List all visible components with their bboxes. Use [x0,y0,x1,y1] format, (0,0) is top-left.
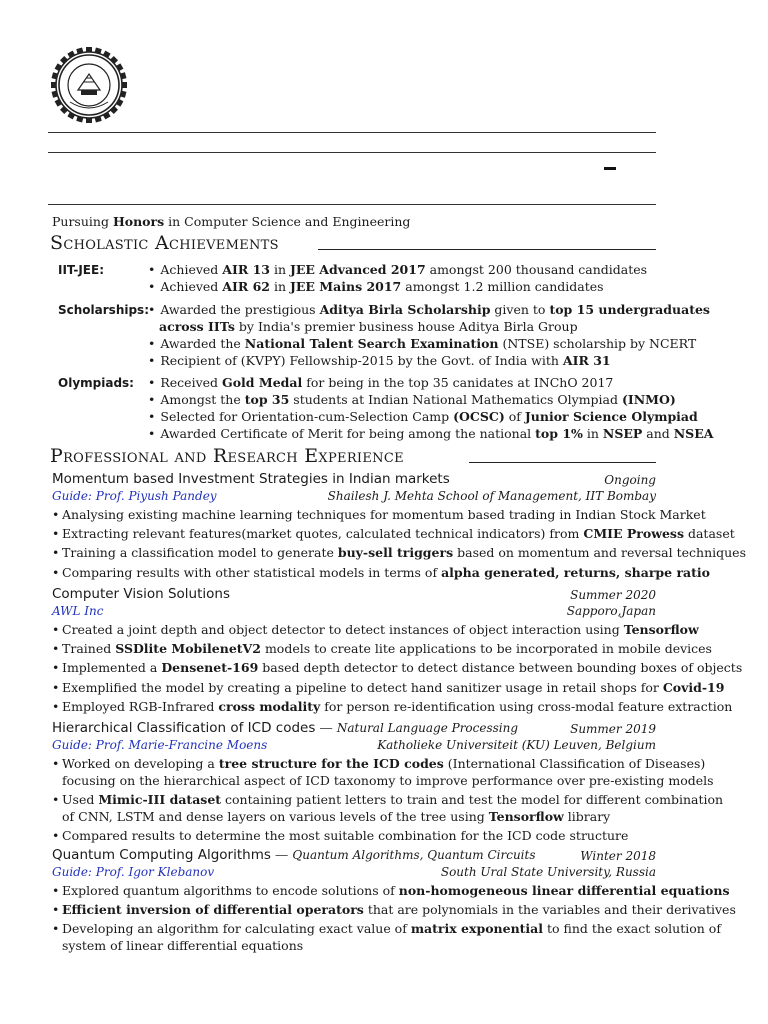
project-bullet [52,680,724,695]
text-run: amongst 1.2 million candidates [401,279,604,294]
header-rule-bottom [48,204,656,205]
text-run: Awarded Certificate of Merit for being among the national [160,426,536,441]
text-run: Achieved [160,262,223,277]
bullet-icon: • [52,902,60,918]
achievement-item [148,375,613,390]
bullet-icon: • [148,409,156,424]
bullet-icon: • [52,507,60,522]
project-bullet [52,792,723,807]
text-run: by India's premier business house Aditya Birla Group [234,319,578,334]
project-title [52,471,450,487]
project-bullet [52,526,735,541]
project-bullet [52,699,732,714]
project-institution: Katholieke Universiteit (KU) Leuven, Belgium [377,738,656,752]
text-run: Efficient inversion of differential operators [62,902,364,918]
text-run: Created a joint depth and object detector to detect instances of object interaction using [62,622,624,637]
project-bullet [52,641,712,656]
text-run: AIR 31 [562,353,611,368]
bullet-icon: • [52,641,60,657]
achievement-item [148,409,698,424]
project-bullet [52,545,746,560]
header-rule-top [48,132,656,133]
bullet-icon: • [52,564,60,580]
text-run: tree structure for the ICD codes [218,756,444,771]
achievement-item [148,336,696,351]
text-run: Worked on developing a [62,756,219,771]
bullet-icon: • [52,545,60,561]
project-bullet [52,756,705,771]
bullet-icon: • [52,756,60,771]
text-run: (International Classification of Diseases) [443,756,706,771]
bullet-icon: • [148,426,156,441]
text-run: to find the exact solution of [543,921,721,937]
text-run: Compared results to determine the most suitable combination for the ICD code structure [62,828,629,844]
text-run: JEE Mains 2017 [289,279,402,294]
text-run: (OCSC) [453,409,505,424]
project-title [52,847,536,863]
achievement-group-label: Scholarships: [58,303,150,317]
text-run: Amongst the [160,392,245,407]
text-run: NSEP [602,426,643,441]
text-run: Junior Science Olympiad [524,409,698,424]
text-run: Tensorflow [488,809,564,825]
project-date: Winter 2018 [580,849,656,863]
project-bullet [52,828,628,843]
degree-tagline: Pursuing Honors in Computer Science and Engineering [52,214,411,229]
text-run: matrix exponential [410,921,544,937]
text-run: Exemplified the model by creating a pipeline to detect hand sanitizer usage in retail shops for [62,679,663,695]
project-bullet [52,507,706,522]
bullet-icon: • [52,883,60,898]
project-bullet [52,902,736,917]
em-dash-separator: — [319,720,333,736]
text-run: Received [160,375,223,390]
project-bullet [52,565,710,580]
text-run: Implemented a [62,660,162,676]
project-guide: AWL Inc [52,604,104,618]
text-run: Awarded the [160,336,245,351]
bullet-icon: • [148,279,156,294]
text-run: Selected for Orientation-cum-Selection Camp [160,409,454,424]
text-run: Developing an algorithm for calculating exact value of [62,921,411,937]
project-bullet [52,660,742,675]
achievement-item [148,426,713,441]
project-bullet [62,809,610,824]
text-run: AIR 62 [222,279,270,294]
project-guide: Guide: Prof. Igor Klebanov [52,865,215,879]
text-run: for being in the top 35 canidates at INChO 2017 [302,375,614,390]
project-subtitle: Natural Language Processing [336,721,519,735]
text-run: SSDlite MobilenetV2 [115,641,261,657]
bullet-icon: • [52,679,60,695]
text-run: for person re-identification using cross-modal feature extraction [320,698,733,714]
text-run: Analysing existing machine learning techniques for momentum based trading in Indian Stock Market [62,507,706,522]
text-run: Mimic-III dataset [98,792,222,808]
text-run: Training a classification model to generate [62,545,338,561]
project-date: Ongoing [604,473,656,487]
project-bullet [62,938,303,953]
text-run: students at Indian National Mathematics Olympiad [289,392,622,407]
text-run: CMIE Prowess [583,526,684,542]
text-run: Extracting relevant features(market quotes, calculated technical indicators) from [62,526,584,542]
text-run: Covid-19 [662,679,725,695]
header-rule-middle [48,152,656,153]
project-institution: Shailesh J. Mehta School of Management, IIT Bombay [327,489,656,503]
header-dash-mark [604,167,616,170]
text-run: of CNN, LSTM and dense layers on various levels of the tree using [62,809,489,825]
project-date: Summer 2019 [570,722,656,736]
text-run: dataset [684,526,735,542]
text-run: in [269,262,290,277]
text-run: based depth detector to detect distance between bounding boxes of objects [258,660,743,676]
project-title-text: Momentum based Investment Strategies in Indian markets [52,471,450,487]
text-run: non-homogeneous linear differential equations [398,883,730,898]
project-guide: Guide: Prof. Marie-Francine Moens [52,738,268,752]
bullet-icon: • [148,262,156,277]
text-run: and [642,426,674,441]
text-run: Achieved [160,279,223,294]
achievement-item [148,262,647,277]
text-run: containing patient letters to train and test the model for different combination [221,792,724,808]
section-rule-scholastic [318,249,656,250]
text-run: Employed RGB-Infrared [62,698,219,714]
text-run: across IITs [159,319,235,334]
text-run: National Talent Search Examination [244,336,499,351]
bullet-icon: • [148,302,156,317]
bullet-icon: • [52,921,60,937]
project-title-text: Quantum Computing Algorithms [52,847,271,863]
project-subtitle: Quantum Algorithms, Quantum Circuits [292,848,536,862]
project-bullet [52,622,699,637]
achievement-item [148,353,611,368]
text-run: that are polynomials in the variables and their derivatives [363,902,736,918]
project-date: Summer 2020 [570,588,656,602]
achievement-item [148,279,604,294]
text-run: (NTSE) scholarship by NCERT [498,336,697,351]
text-run: library [563,809,611,825]
bullet-icon: • [148,336,156,351]
project-bullet [62,773,714,788]
text-run: top 15 undergraduates [549,302,710,317]
text-run: Used [62,792,99,808]
bullet-icon: • [52,526,60,542]
bullet-icon: • [148,375,156,390]
bullet-icon: • [52,792,60,808]
project-title [52,586,230,602]
text-run: focusing on the hierarchical aspect of ICD taxonomy to improve performance over pre-existing models [62,773,714,788]
text-run: in [582,426,603,441]
section-rule-experience [469,462,656,463]
text-run: amongst 200 thousand candidates [425,262,648,277]
text-run: Recipient of (KVPY) Fellowship-2015 by the Govt. of India with [160,353,563,368]
text-run: Awarded the prestigious [160,302,320,317]
bullet-icon: • [148,353,156,368]
bullet-icon: • [52,622,60,637]
text-run: Explored quantum algorithms to encode solutions of [62,883,399,898]
project-title-text: Hierarchical Classification of ICD codes [52,720,316,736]
text-run: cross modality [218,698,321,714]
section-title-scholastic: Scholastic Achievements [50,232,279,254]
em-dash-separator: — [274,847,289,863]
text-run: (INMO) [622,392,676,407]
achievement-group-label: IIT-JEE: [58,263,104,277]
text-run: models to create lite applications to be incorporated in mobile devices [260,641,712,657]
text-run: given to [490,302,550,317]
text-run: Comparing results with other statistical models in terms of [62,564,442,580]
project-institution: South Ural State University, Russia [440,865,656,879]
text-run: Densenet-169 [161,660,259,676]
text-run: top 35 [244,392,290,407]
project-bullet [52,883,729,898]
text-run: Tensorflow [623,622,699,637]
text-run: Gold Medal [222,375,303,390]
bullet-icon: • [52,660,60,676]
text-run: NSEA [673,426,714,441]
project-bullet [52,921,721,936]
achievement-group-label: Olympiads: [58,376,134,390]
achievement-item [148,302,710,317]
text-run: Trained [62,641,116,657]
text-run: top 1% [535,426,583,441]
project-guide: Guide: Prof. Piyush Pandey [52,489,217,503]
text-run: AIR 13 [222,262,270,277]
achievement-item [148,392,676,407]
text-run: JEE Advanced 2017 [289,262,426,277]
text-run: of [504,409,525,424]
bullet-icon: • [52,828,60,844]
text-run: Aditya Birla Scholarship [319,302,491,317]
project-title-text: Computer Vision Solutions [52,586,231,602]
section-title-experience: Professional and Research Experience [50,445,404,467]
text-run: system of linear differential equations [62,938,304,954]
achievement-item [159,319,578,334]
bullet-icon: • [52,698,60,714]
institute-logo-icon [48,44,130,126]
project-title [52,720,518,736]
text-run: buy-sell triggers [337,545,454,561]
text-run: in [269,279,290,294]
bullet-icon: • [148,392,156,407]
project-institution: Sapporo,Japan [566,604,656,618]
text-run: alpha generated, returns, sharpe ratio [441,564,710,580]
text-run: based on momentum and reversal techniques [453,545,746,561]
